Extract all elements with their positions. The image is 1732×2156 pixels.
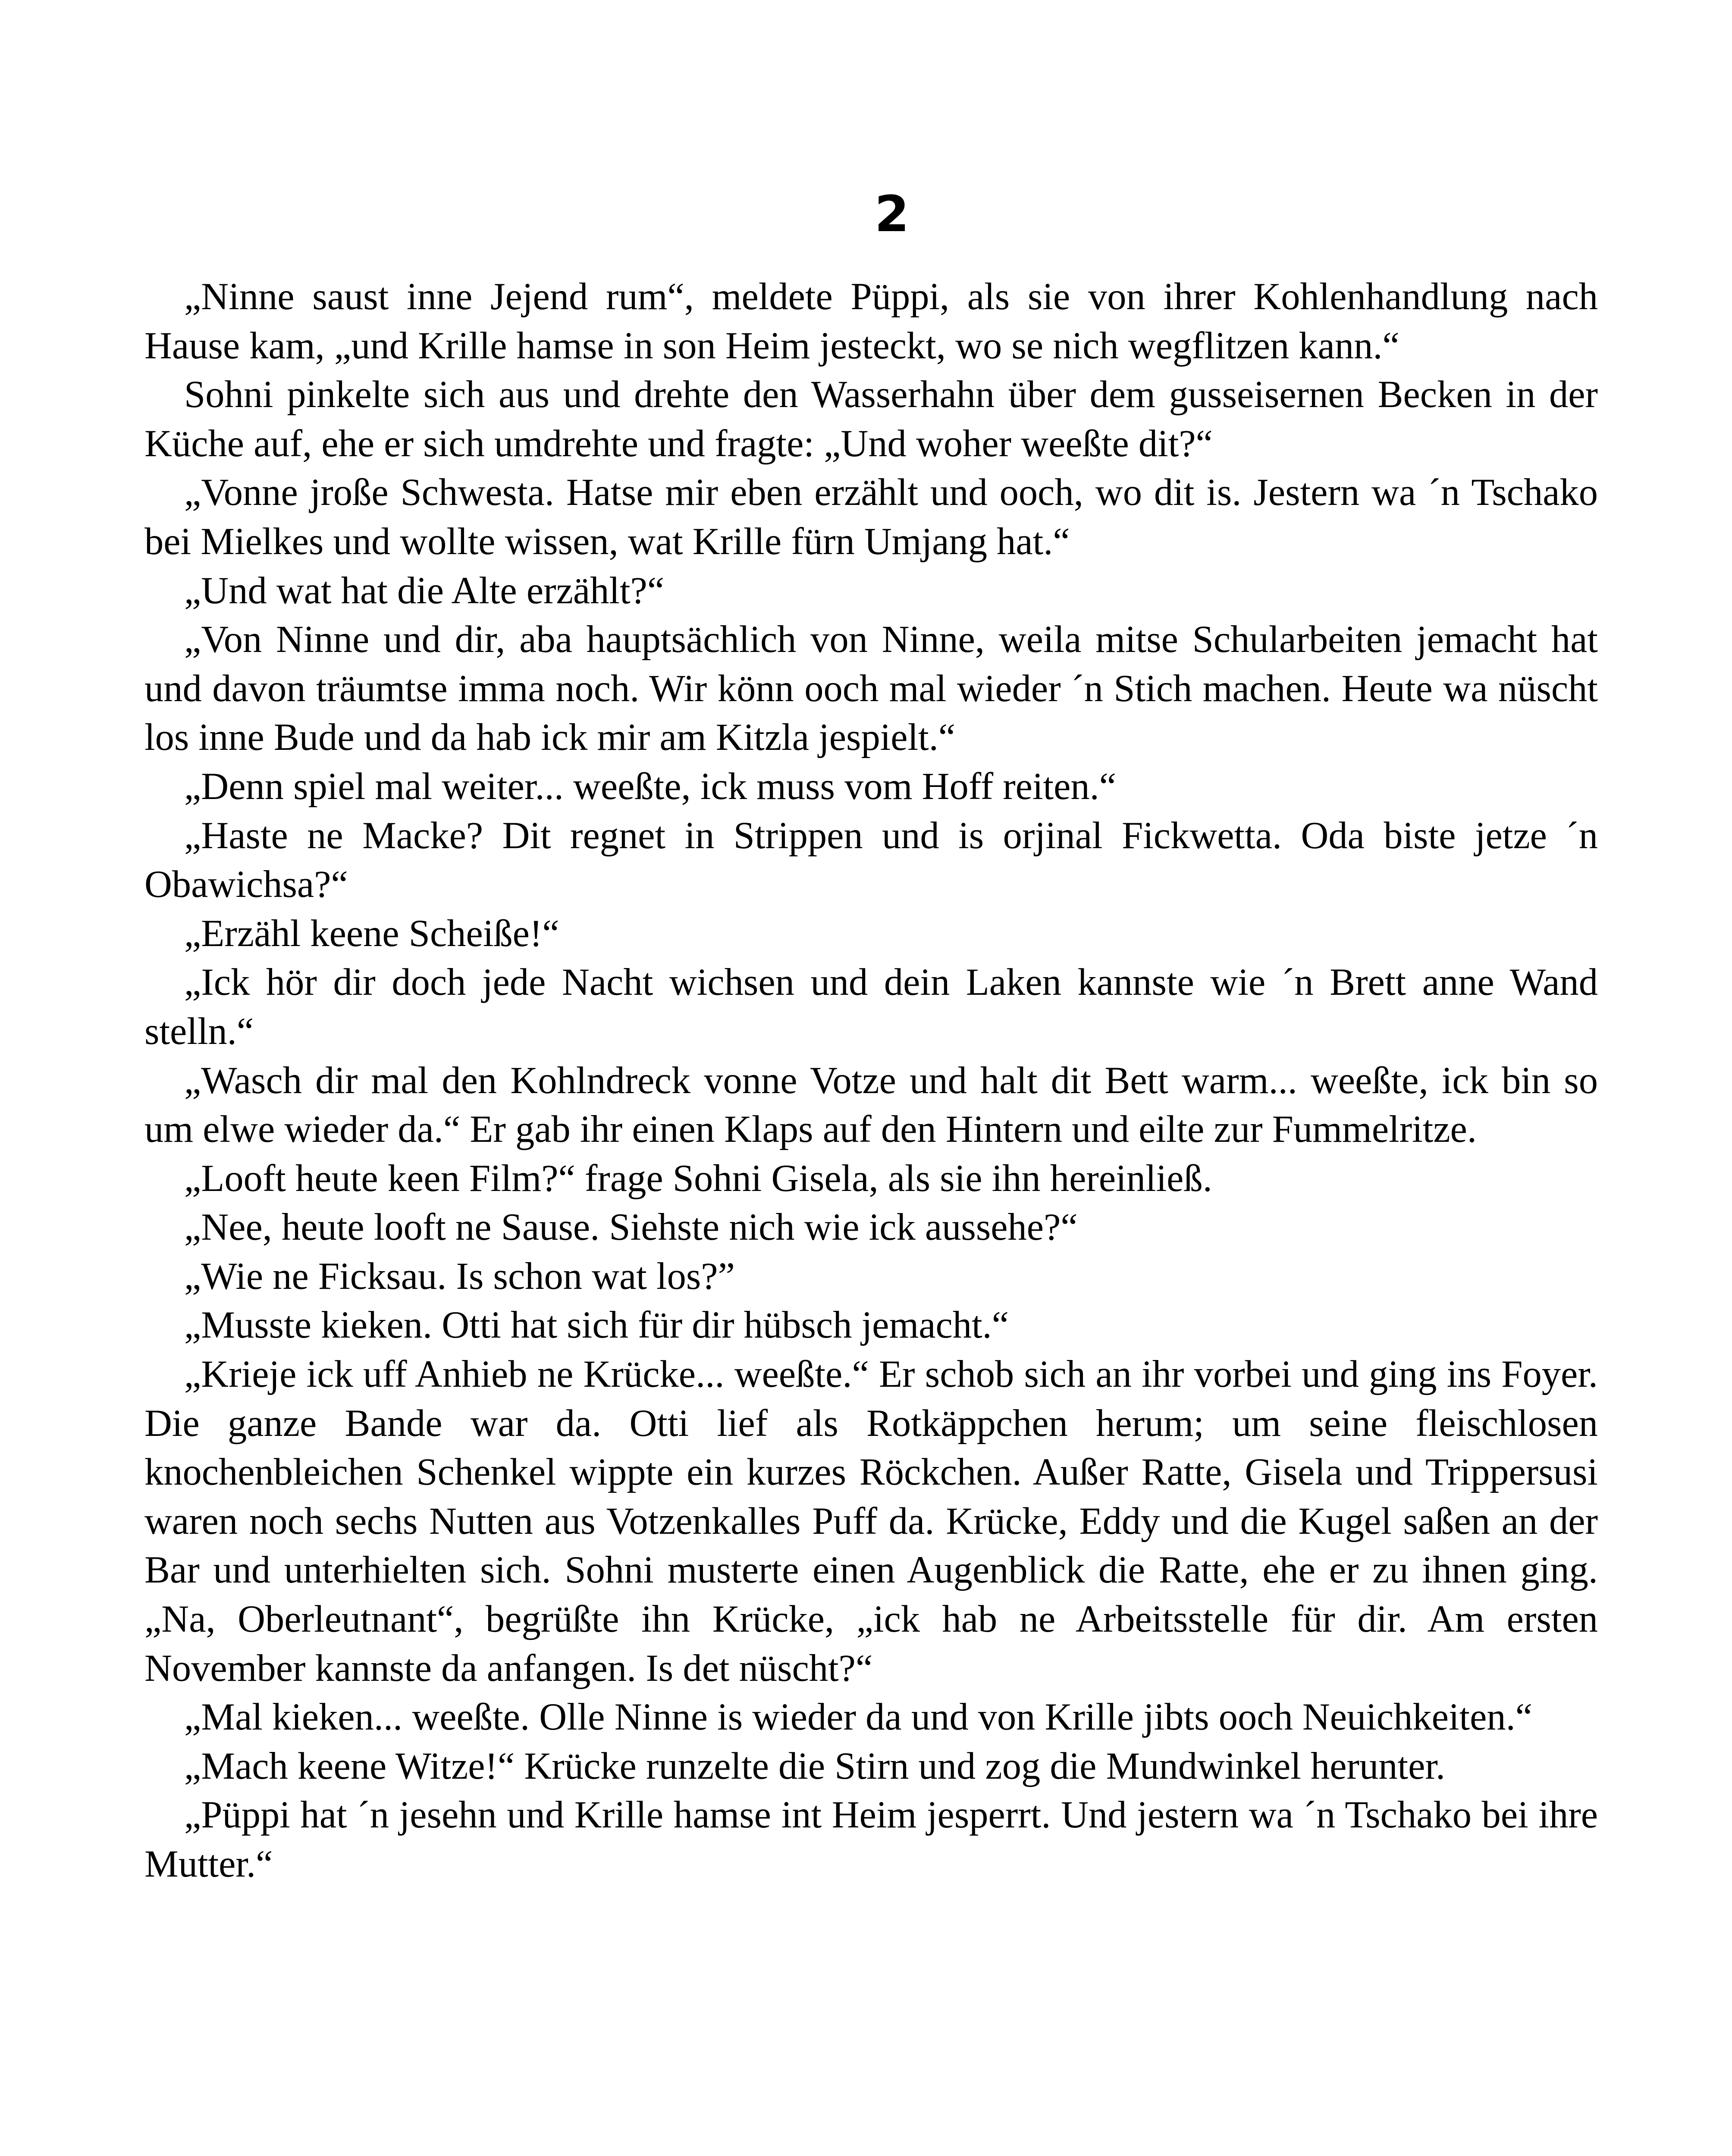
paragraph: „Vonne jroße Schwesta. Hatse mir eben erzählt und ooch, wo dit is. Jestern wa ´n Tschako bei Mielkes und wollte wissen, wat Krille fürn Umjang hat.“ xyxy=(144,471,1598,563)
paragraph: „Von Ninne und dir, aba hauptsächlich von Ninne, weila mitse Schularbeiten jemacht hat und davon träumtse imma noch. Wir könn ooch mal wieder ´n Stich machen. Heute wa nüscht los inne Bude und da hab ick mir am Kitzla jespielt.“ xyxy=(144,618,1598,759)
paragraph: „Krieje ick uff Anhieb ne Krücke... weeßte.“ Er schob sich an ihr vorbei und ging ins Foyer. Die ganze Bande war da. Otti lief als Rotkäppchen herum; um seine fleischlosen knochenbleichen Schenkel wippte ein kurzes Röckchen. Außer Ratte, Gisela und Trippersusi waren noch sechs Nutten aus Votzenkalles Puff da. Krücke, Eddy und die Kugel saßen an der Bar und unterhielten sich. Sohni musterte einen Augenblick die Ratte, ehe er zu ihnen ging. „Na, Oberleutnant“, begrüßte ihn Krücke, „ick hab ne Arbeitsstelle für dir. Am ersten November kannste da anfangen. Is det nüscht?“ xyxy=(144,1353,1598,1689)
paragraph: „Und wat hat die Alte erzählt?“ xyxy=(184,569,665,612)
paragraph: „Nee, heute looft ne Sause. Siehste nich wie ick aussehe?“ xyxy=(184,1206,1078,1249)
paragraph: „Erzähl keene Scheiße!“ xyxy=(184,912,559,955)
paragraph: Sohni pinkelte sich aus und drehte den Wasserhahn über dem gusseisernen Becken in der Küche auf, ehe er sich umdrehte und fragte: „Und woher weeßte dit?“ xyxy=(144,373,1598,465)
paragraph: „Mach keene Witze!“ Krücke runzelte die Stirn und zog die Mundwinkel herunter. xyxy=(184,1745,1446,1787)
paragraph: „Ninne saust inne Jejend rum“, meldete Püppi, als sie von ihrer Kohlenhandlung nach Hause kam, „und Krille hamse in son Heim jesteckt, wo se nich wegflitzen kann.“ xyxy=(144,276,1598,367)
chapter-text xyxy=(144,273,1598,1889)
paragraph: „Mal kieken... weeßte. Olle Ninne is wieder da und von Krille jibts ooch Neuichkeiten.“ xyxy=(184,1696,1533,1739)
paragraph: „Ick hör dir doch jede Nacht wichsen und dein Laken kannste wie ´n Brett anne Wand stelln.“ xyxy=(144,961,1598,1053)
chapter-number: 2 xyxy=(874,185,910,243)
paragraph: „Looft heute keen Film?“ frage Sohni Gisela, als sie ihn hereinließ. xyxy=(184,1157,1212,1200)
paragraph: „Denn spiel mal weiter... weeßte, ick muss vom Hoff reiten.“ xyxy=(184,765,1117,808)
paragraph: „Wasch dir mal den Kohlndreck vonne Votze und halt dit Bett warm... weeßte, ick bin so um elwe wieder da.“ Er gab ihr einen Klaps auf den Hintern und eilte zur Fummelritze. xyxy=(144,1059,1598,1151)
paragraph: „Musste kieken. Otti hat sich für dir hübsch jemacht.“ xyxy=(184,1304,1009,1347)
paragraph: „Haste ne Macke? Dit regnet in Strippen und is orjinal Fickwetta. Oda biste jetze ´n Obawichsa?“ xyxy=(144,814,1598,906)
paragraph: „Püppi hat ´n jesehn und Krille hamse int Heim jesperrt. Und jestern wa ´n Tschako bei ihre Mutter.“ xyxy=(144,1794,1598,1885)
paragraph: „Wie ne Ficksau. Is schon wat los?” xyxy=(184,1255,735,1297)
